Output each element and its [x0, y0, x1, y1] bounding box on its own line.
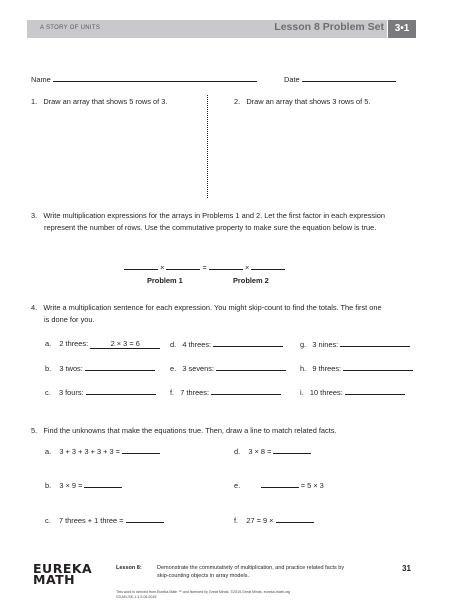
problem-4c	[45, 387, 156, 397]
commutative-equation	[124, 262, 285, 272]
answer-field[interactable]	[343, 363, 413, 371]
date-label: Date	[284, 75, 300, 84]
license-line-1: This work is derived from Eureka Math ™ and licensed by Great Minds. ©2015 Great Minds. eureka-math.org	[116, 590, 291, 594]
item-expression: = 5 × 3	[300, 481, 324, 490]
item-expression: 3 sevens:	[182, 364, 214, 373]
answer-field[interactable]	[122, 446, 160, 454]
problem-5b	[45, 480, 122, 490]
problem-4g	[300, 339, 410, 349]
item-expression: 27 = 9 ×	[246, 516, 274, 525]
problem-1-text: Draw an array that shows 5 rows of 3.	[43, 97, 168, 106]
item-expression: 10 threes:	[309, 388, 343, 397]
item-letter: d.	[170, 340, 177, 349]
answer-field[interactable]	[126, 515, 164, 523]
problem-5d	[234, 446, 311, 456]
problem-5a	[45, 446, 160, 456]
item-expression: 3 × 8 =	[248, 447, 272, 456]
item-letter: h.	[300, 364, 307, 373]
problem-4-text-1: Write a multiplication sentence for each expression. You might skip-count to find the totals. The first one	[43, 303, 382, 312]
problem-4f	[170, 387, 281, 397]
answer-field[interactable]	[84, 480, 122, 488]
problem-5-text: Find the unknowns that make the equations true. Then, draw a line to match related facts.	[43, 426, 337, 435]
item-letter: b.	[45, 481, 52, 490]
problem-2-text: Draw an array that shows 3 rows of 5.	[246, 97, 371, 106]
problem-4a	[45, 339, 160, 349]
blank-3[interactable]	[209, 262, 243, 270]
item-letter: c.	[45, 388, 51, 397]
item-expression: 7 threes + 1 three =	[58, 516, 124, 525]
item-expression: 3 + 3 + 3 + 3 + 3 =	[59, 447, 121, 456]
times-sign-1: ×	[160, 263, 165, 272]
item-letter: e.	[234, 481, 241, 490]
name-row	[31, 74, 257, 84]
problem-4e	[170, 363, 286, 373]
problem-5c	[45, 515, 164, 525]
problem-4b	[45, 363, 155, 373]
answer-field[interactable]	[211, 387, 281, 395]
item-letter: e.	[170, 364, 177, 373]
logo-line-2: MATH	[33, 572, 76, 587]
problem-4-line-1	[31, 302, 382, 314]
problem-1-label: Problem 1	[147, 276, 183, 285]
page-number: 31	[402, 564, 411, 573]
problem-4-text-2: is done for you.	[44, 314, 95, 324]
logo-line-1: EUREKA	[33, 561, 93, 576]
lesson-title: Lesson 8 Problem Set	[274, 21, 384, 33]
item-letter: c.	[45, 516, 51, 525]
footer-lesson-label: Lesson 8:	[116, 565, 142, 571]
problem-2	[234, 97, 370, 106]
answer-field[interactable]	[86, 387, 156, 395]
blank-4[interactable]	[251, 262, 285, 270]
times-sign-2: ×	[244, 263, 250, 272]
date-row	[284, 74, 396, 84]
blank-1[interactable]	[124, 262, 158, 270]
problem-3-number: 3.	[31, 211, 38, 220]
problem-4h	[300, 363, 413, 373]
problem-4d	[170, 339, 283, 349]
blank-2[interactable]	[166, 262, 200, 270]
item-letter: b.	[45, 364, 52, 373]
answer-field[interactable]	[340, 339, 410, 347]
item-expression: 9 threes:	[312, 364, 342, 373]
item-letter: f.	[234, 516, 239, 525]
answer-example: 2 × 3 = 6	[90, 339, 160, 349]
date-field[interactable]	[302, 74, 396, 82]
footer-description: Demonstrate the commutativity of multiplication, and practice related facts by skip-counting objects in array models.	[157, 565, 345, 579]
problem-3-line-1	[31, 210, 385, 222]
answer-field[interactable]	[85, 363, 155, 371]
answer-field[interactable]	[261, 480, 299, 488]
item-letter: f.	[170, 388, 175, 397]
problem-4	[31, 302, 382, 325]
name-field[interactable]	[53, 74, 257, 82]
problem-4i	[300, 387, 405, 397]
item-letter: i.	[300, 388, 304, 397]
answer-field[interactable]	[273, 446, 311, 454]
item-letter: d.	[234, 447, 241, 456]
item-expression: 7 threes:	[180, 388, 210, 397]
dotted-divider	[207, 95, 208, 198]
problem-3-text-2: represent the number of rows. Use the commutative property to make sure the equation below is true.	[44, 222, 377, 232]
series-title: A STORY OF UNITS	[40, 25, 101, 31]
problem-5f	[234, 515, 314, 525]
answer-field[interactable]	[345, 387, 405, 395]
problem-4-number: 4.	[31, 303, 38, 312]
item-expression: 3 × 9 =	[59, 481, 83, 490]
problem-3-text-1: Write multiplication expressions for the arrays in Problems 1 and 2. Let the first factor in each expression	[43, 211, 385, 220]
item-letter: a.	[45, 447, 52, 456]
answer-field[interactable]	[276, 515, 314, 523]
item-expression: 3 twos:	[59, 364, 83, 373]
problem-1	[31, 97, 167, 106]
problem-5e	[234, 480, 324, 490]
item-expression: 3 fours:	[58, 388, 84, 397]
problem-1-number: 1.	[31, 97, 38, 106]
name-label: Name	[31, 75, 51, 84]
item-expression: 4 threes:	[182, 340, 212, 349]
item-expression: 3 nines:	[312, 340, 339, 349]
answer-field[interactable]	[216, 363, 286, 371]
answer-field[interactable]	[213, 339, 283, 347]
license-text	[116, 590, 290, 599]
problem-3	[31, 210, 385, 233]
eureka-math-logo	[33, 563, 92, 585]
problem-5-number: 5.	[31, 426, 38, 435]
equals-sign: =	[202, 263, 207, 272]
problem-2-label: Problem 2	[233, 276, 269, 285]
module-badge: 3•1	[388, 20, 416, 38]
item-letter: g.	[300, 340, 307, 349]
item-expression: 2 threes:	[59, 339, 89, 348]
item-letter: a.	[45, 339, 52, 348]
license-line-2: G3-M1-SE-1.3.0-05.2015	[116, 594, 157, 599]
problem-2-number: 2.	[234, 97, 241, 106]
problem-5	[31, 426, 337, 435]
